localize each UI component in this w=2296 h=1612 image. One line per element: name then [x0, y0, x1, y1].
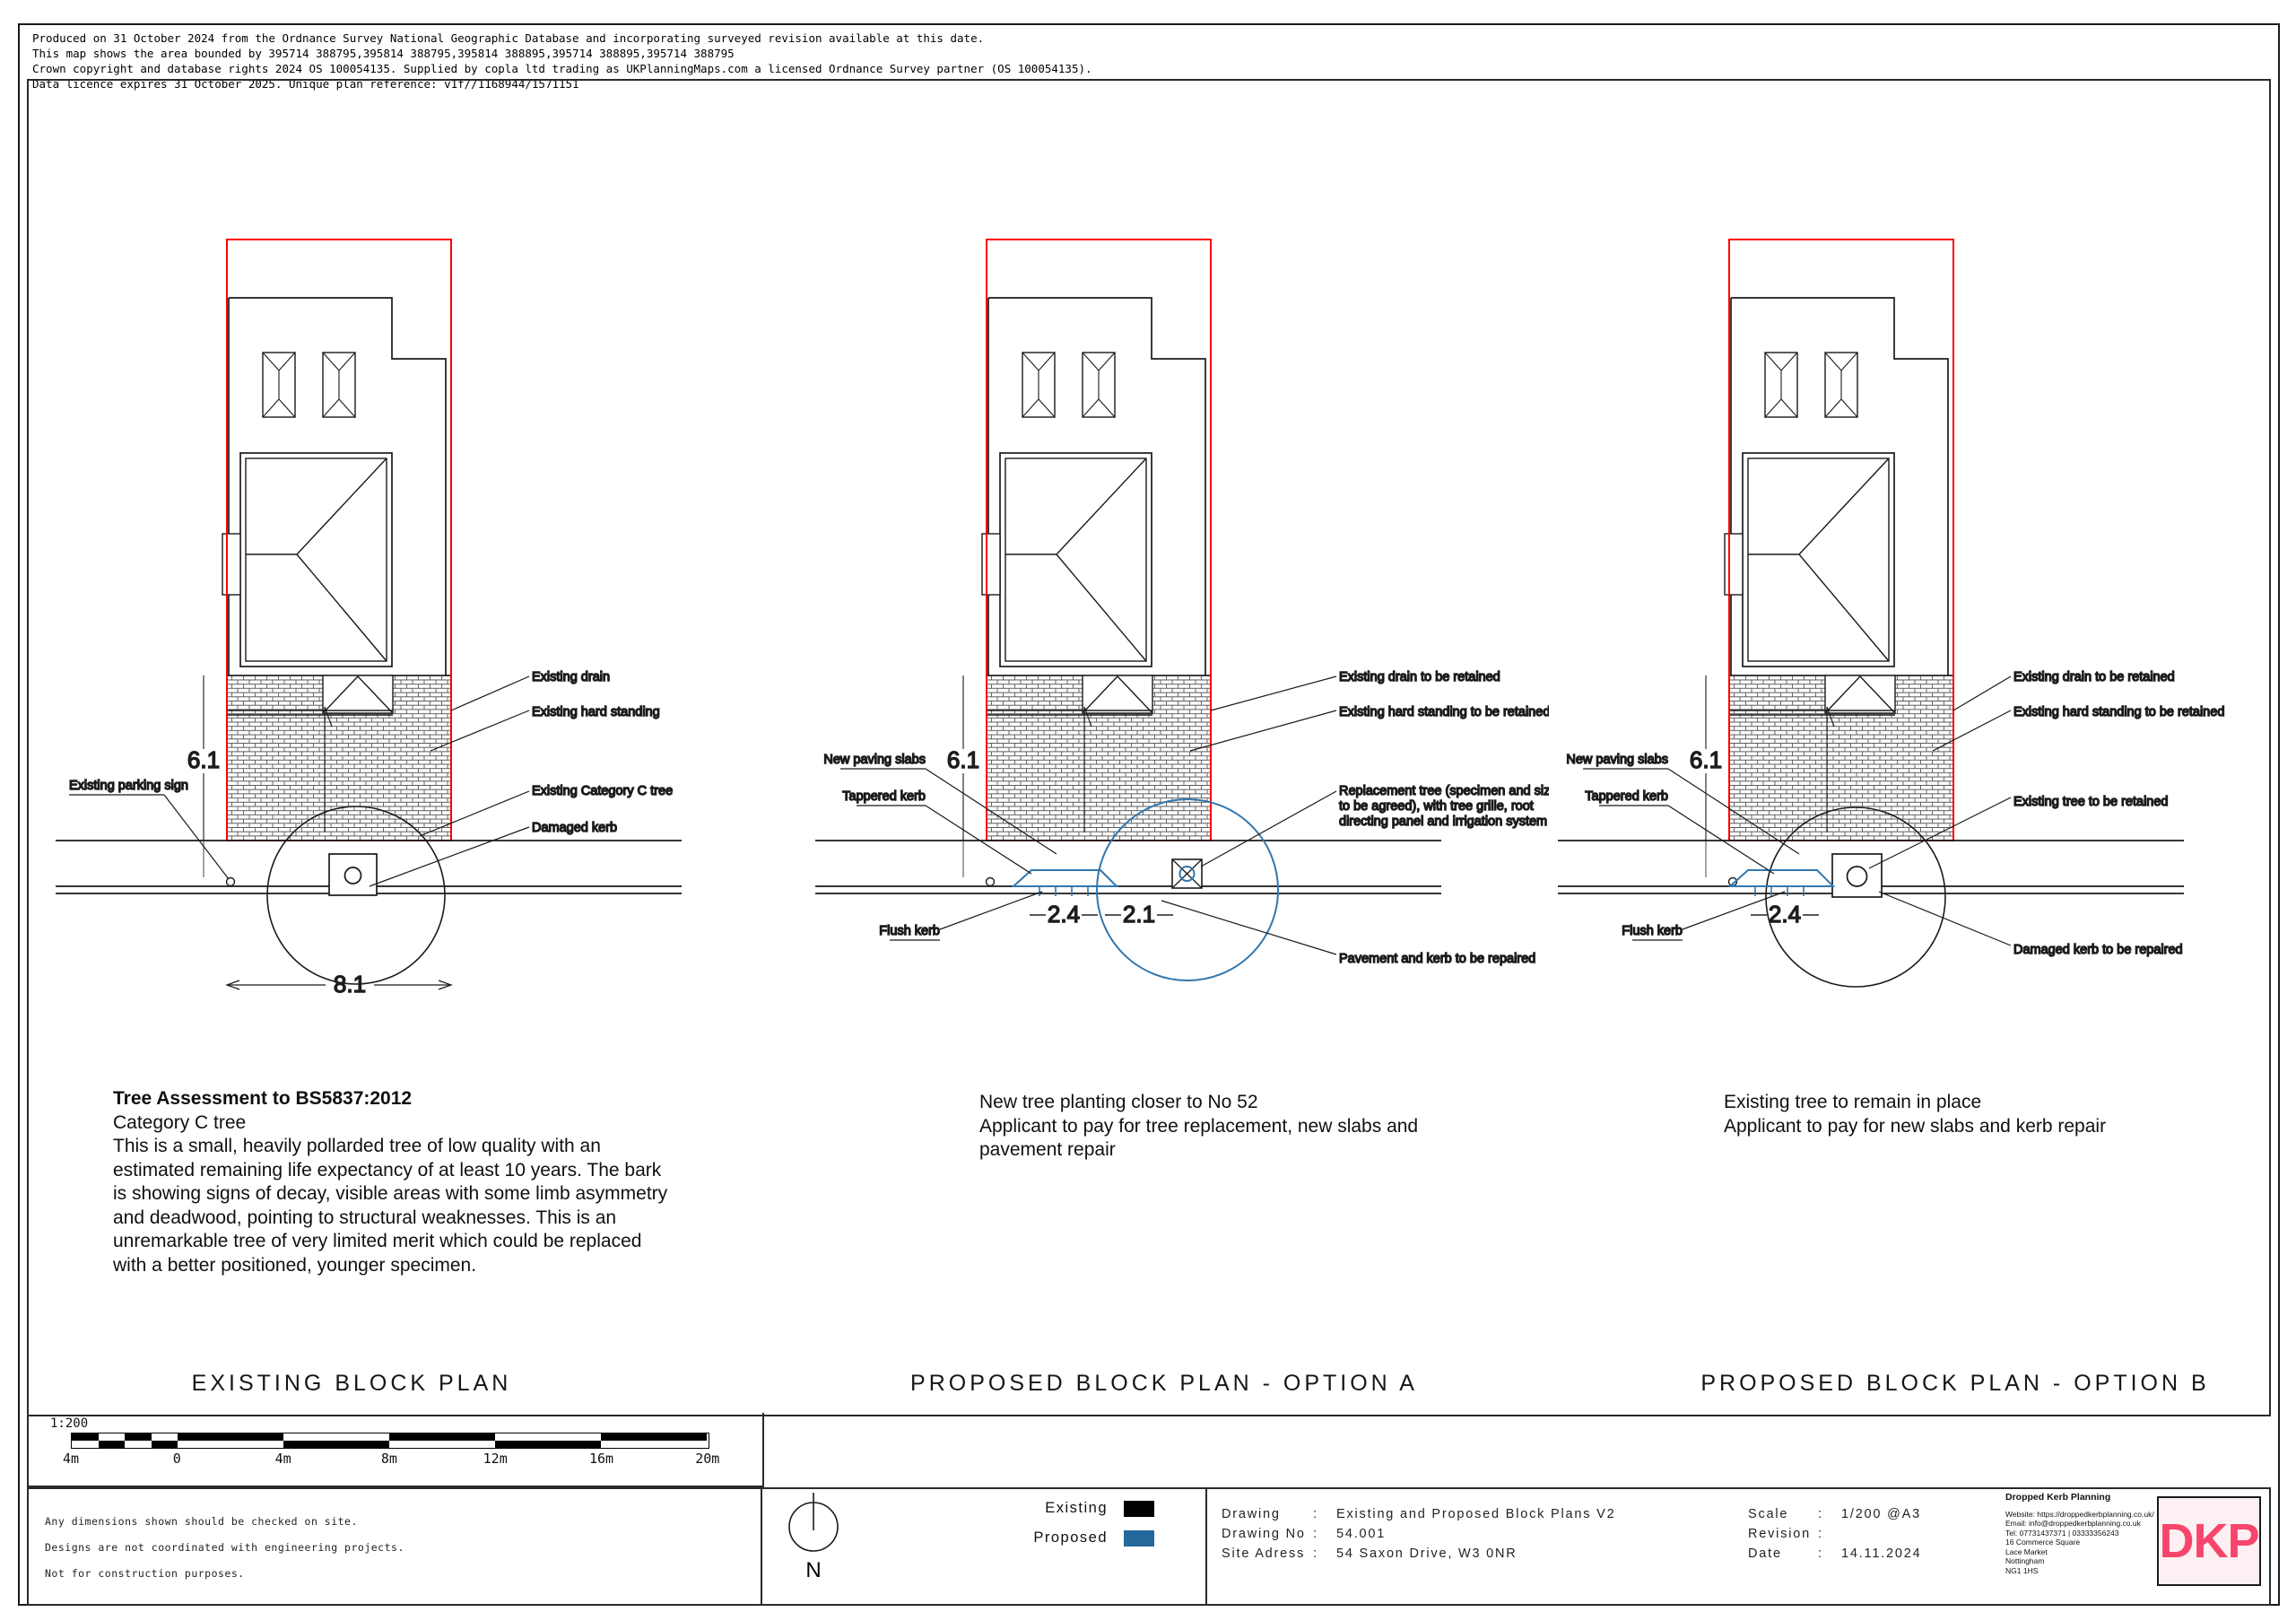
porch	[1083, 675, 1152, 713]
scale-bar	[71, 1433, 709, 1449]
label-right: Damaged kerb to be repaired	[2013, 943, 2183, 957]
label-right: Existing drain to be retained	[1339, 670, 1500, 684]
label-left: Tappered kerb	[842, 789, 926, 804]
text-line: This is a small, heavily pollarded tree of low quality with an	[113, 1136, 601, 1156]
text-line: New tree planting closer to No 52	[979, 1092, 1258, 1112]
label-right: Existing hard standing to be retained	[1339, 705, 1549, 719]
scale-tick-label: 8m	[380, 1451, 397, 1467]
north-legend-cell	[762, 1489, 1207, 1604]
text-line: Designs are not coordinated with engineering projects.	[45, 1541, 404, 1554]
label-left: New paving slabs	[1566, 753, 1668, 767]
dim-height: 6.1	[946, 746, 980, 773]
text-line: Crown copyright and database rights 2024 OS 100054135. Supplied by copla ltd trading as UKPlanningMaps.com a licensed Ordnance Survey partner (OS 100054135).	[32, 62, 1092, 75]
label-right: Existing Category C tree	[532, 784, 674, 798]
scale-bar-segment	[178, 1433, 283, 1441]
scale-bar-segment	[99, 1441, 126, 1448]
text-line: pavement repair	[979, 1139, 1116, 1160]
scale-tick-label: 16m	[588, 1451, 614, 1467]
label-left: Tappered kerb	[1585, 789, 1668, 804]
porch	[1825, 675, 1895, 713]
scale-bar-segment	[601, 1433, 707, 1441]
dim-kerb_width: 2.4	[1768, 901, 1802, 928]
scale-bar-segment	[389, 1433, 495, 1441]
north-arrow	[762, 1489, 870, 1600]
roof-outer	[1000, 453, 1152, 667]
text-line: Produced on 31 October 2024 from the Ordnance Survey National Geographic Database and incorporating surveyed revision available at this date.	[32, 31, 985, 45]
dim-width: 8.1	[333, 971, 367, 998]
legend	[1013, 1500, 1193, 1559]
scale-value: 1/200 @A3	[1841, 1507, 1921, 1521]
text-line: Nottingham	[2005, 1556, 2045, 1565]
parking-sign	[987, 878, 995, 886]
text-line: Website: https://droppedkerbplanning.co.uk/	[2005, 1509, 2154, 1519]
label-right: Existing drain to be retained	[2013, 670, 2175, 684]
roof-hips	[1748, 458, 1889, 661]
text-line: Lace Market	[2005, 1547, 2048, 1556]
scale-bar-box	[27, 1413, 764, 1487]
roof-inner	[1005, 458, 1146, 661]
legend-proposed	[1013, 1529, 1193, 1547]
drawing-no-label: Drawing No	[1222, 1527, 1306, 1541]
dim-tree_offset: 2.1	[1122, 901, 1156, 928]
plan-geometry	[56, 240, 682, 998]
dkp-logo	[2157, 1496, 2261, 1586]
roof-inner	[246, 458, 387, 661]
scale-bar-segment	[125, 1433, 152, 1441]
text-line: This map shows the area bounded by 395714 388795,395814 388795,395814 388895,395714 388895,395714 388795	[32, 47, 735, 60]
text-line: is showing signs of decay, visible areas with some limb asymmetry	[113, 1183, 668, 1204]
text-line: Category C tree	[113, 1111, 247, 1133]
porch	[323, 675, 393, 713]
plan-geometry	[1558, 240, 2224, 987]
plan-title-option-a: PROPOSED BLOCK PLAN - OPTION A	[910, 1371, 1418, 1396]
drawing-value: Existing and Proposed Block Plans V2	[1336, 1507, 1616, 1521]
dropped-kerb	[1730, 870, 1833, 886]
scale-tick-label: 0	[172, 1451, 181, 1467]
parking-sign	[227, 878, 235, 886]
roof-outer	[1743, 453, 1894, 667]
scale-bar-ticks	[62, 1451, 720, 1468]
label-left: New paving slabs	[823, 753, 926, 767]
scale-bar-segment	[283, 1433, 389, 1441]
legend-proposed-label: Proposed	[1033, 1529, 1108, 1546]
label-left: Flush kerb	[879, 924, 940, 938]
scale-ratio: 1:200	[50, 1416, 89, 1431]
scale-bar-segment	[125, 1441, 152, 1448]
label-right: Existing tree to be retained	[2013, 795, 2169, 809]
scale-bar-segment	[152, 1433, 178, 1441]
block-plan-optionB	[1556, 152, 2292, 1067]
drawing-no-value: 54.001	[1336, 1527, 1387, 1541]
label-right: Replacement tree (specimen and size	[1339, 784, 1549, 798]
text-line: Data licence expires 31 October 2025. Unique plan reference: v1f//1168944/1571151	[32, 77, 579, 91]
revision-value	[1841, 1527, 1922, 1547]
side-bay	[222, 534, 240, 595]
dim-height: 6.1	[187, 746, 221, 773]
text-line: unremarkable tree of very limited merit which could be replaced	[113, 1231, 642, 1251]
legend-existing-label: Existing	[1045, 1500, 1108, 1516]
title-block	[27, 1487, 2271, 1606]
label-right: Damaged kerb	[532, 821, 618, 835]
building-outline	[988, 298, 1205, 675]
roof-hips	[1005, 458, 1146, 661]
building-outline	[1731, 298, 1948, 675]
label-right: Existing hard standing	[532, 705, 660, 719]
revision-label: Revision	[1748, 1527, 1812, 1541]
text-line: Email: info@droppedkerbplanning.co.uk	[2005, 1519, 2141, 1528]
label-left: Flush kerb	[1622, 924, 1683, 938]
side-bay	[1725, 534, 1743, 595]
roof-inner	[1748, 458, 1889, 661]
label-right: directing panel and irrigation system	[1339, 815, 1548, 829]
label-right: Existing hard standing to be retained	[2013, 705, 2225, 719]
scale-info-cell: Scale : 1/200 @A3 Revision : Date : 14.11.2024	[1734, 1489, 1998, 1604]
scale-tick-label: 4m	[62, 1451, 80, 1467]
text-line: Tel: 07731437371 | 03333356243	[2005, 1528, 2119, 1538]
dkp-logo-text: DKP	[2159, 1514, 2259, 1568]
text-line: Any dimensions shown should be checked on site.	[45, 1515, 358, 1528]
legend-existing	[1013, 1500, 1193, 1517]
plan-title-option-b: PROPOSED BLOCK PLAN - OPTION B	[1700, 1371, 2210, 1396]
text-line: Applicant to pay for tree replacement, new slabs and	[979, 1115, 1419, 1137]
text-line: Not for construction purposes.	[45, 1567, 245, 1580]
disclaimer-cell	[29, 1489, 762, 1604]
tree-assessment-note	[113, 1087, 669, 1277]
site-address-label: Site Adress	[1222, 1547, 1306, 1561]
building-outline	[229, 298, 446, 675]
label-right: to be agreed), with tree grille, root	[1339, 799, 1534, 814]
scale-bar-segment	[72, 1433, 99, 1441]
text-line: with a better positioned, younger specimen.	[113, 1254, 477, 1276]
drawing-info-cell: Drawing : Existing and Proposed Block Plans V2 Drawing No : 54.001 Site Adress : 54 Saxon Drive, W3 0NR	[1207, 1489, 1734, 1604]
scale-bar-segment	[283, 1441, 389, 1448]
north-label: N	[805, 1558, 822, 1582]
option-b-note	[1724, 1091, 2262, 1138]
text-line: Existing tree to remain in place	[1724, 1092, 1982, 1112]
legend-existing-swatch	[1124, 1501, 1154, 1517]
scale-label: Scale	[1748, 1507, 1789, 1521]
scale-bar-segment	[601, 1441, 707, 1448]
drawing-label: Drawing	[1222, 1507, 1281, 1521]
text-line: and deadwood, pointing to structural weaknesses. This is an	[113, 1207, 617, 1228]
option-a-note	[979, 1091, 1518, 1163]
side-bay	[982, 534, 1000, 595]
dim-height: 6.1	[1689, 746, 1723, 773]
label-right: Existing drain	[532, 670, 611, 684]
label-right: Pavement and kerb to be repaired	[1339, 952, 1536, 966]
date-value: 14.11.2024	[1841, 1547, 1922, 1561]
plan-geometry	[815, 240, 1549, 980]
site-address-value: 54 Saxon Drive, W3 0NR	[1336, 1547, 1518, 1561]
company-name: Dropped Kerb Planning	[2005, 1492, 2111, 1503]
scale-tick-label: 4m	[274, 1451, 291, 1467]
text-line: Applicant to pay for new slabs and kerb repair	[1724, 1115, 2107, 1137]
scale-bar-segment	[495, 1433, 601, 1441]
block-plan-existing	[54, 152, 789, 1067]
date-label: Date	[1748, 1547, 1782, 1561]
roof-outer	[240, 453, 392, 667]
roof-hips	[246, 458, 387, 661]
logo-cell	[2155, 1489, 2264, 1604]
scale-bar-segment	[389, 1441, 495, 1448]
scale-bar-segment	[152, 1441, 178, 1448]
scale-bar-segment	[178, 1441, 283, 1448]
scale-bar-segment	[99, 1433, 126, 1441]
label-parking-sign: Existing parking sign	[69, 779, 188, 793]
tree-assessment-title: Tree Assessment to BS5837:2012	[113, 1088, 413, 1109]
text-line: estimated remaining life expectancy of at least 10 years. The bark	[113, 1159, 662, 1181]
block-plan-optionA	[813, 152, 1549, 1067]
scale-bar-segment	[72, 1441, 99, 1448]
scale-tick-label: 12m	[483, 1451, 508, 1467]
scale-bar-segment	[495, 1441, 601, 1448]
company-cell	[1998, 1489, 2155, 1604]
legend-proposed-swatch	[1124, 1530, 1154, 1547]
text-line: 16 Commerce Square	[2005, 1538, 2081, 1547]
scale-tick-label: 20m	[695, 1451, 720, 1467]
dim-kerb_width: 2.4	[1047, 901, 1081, 928]
text-line: NG1 1HS	[2005, 1565, 2039, 1575]
plan-title-existing: EXISTING BLOCK PLAN	[191, 1371, 512, 1396]
